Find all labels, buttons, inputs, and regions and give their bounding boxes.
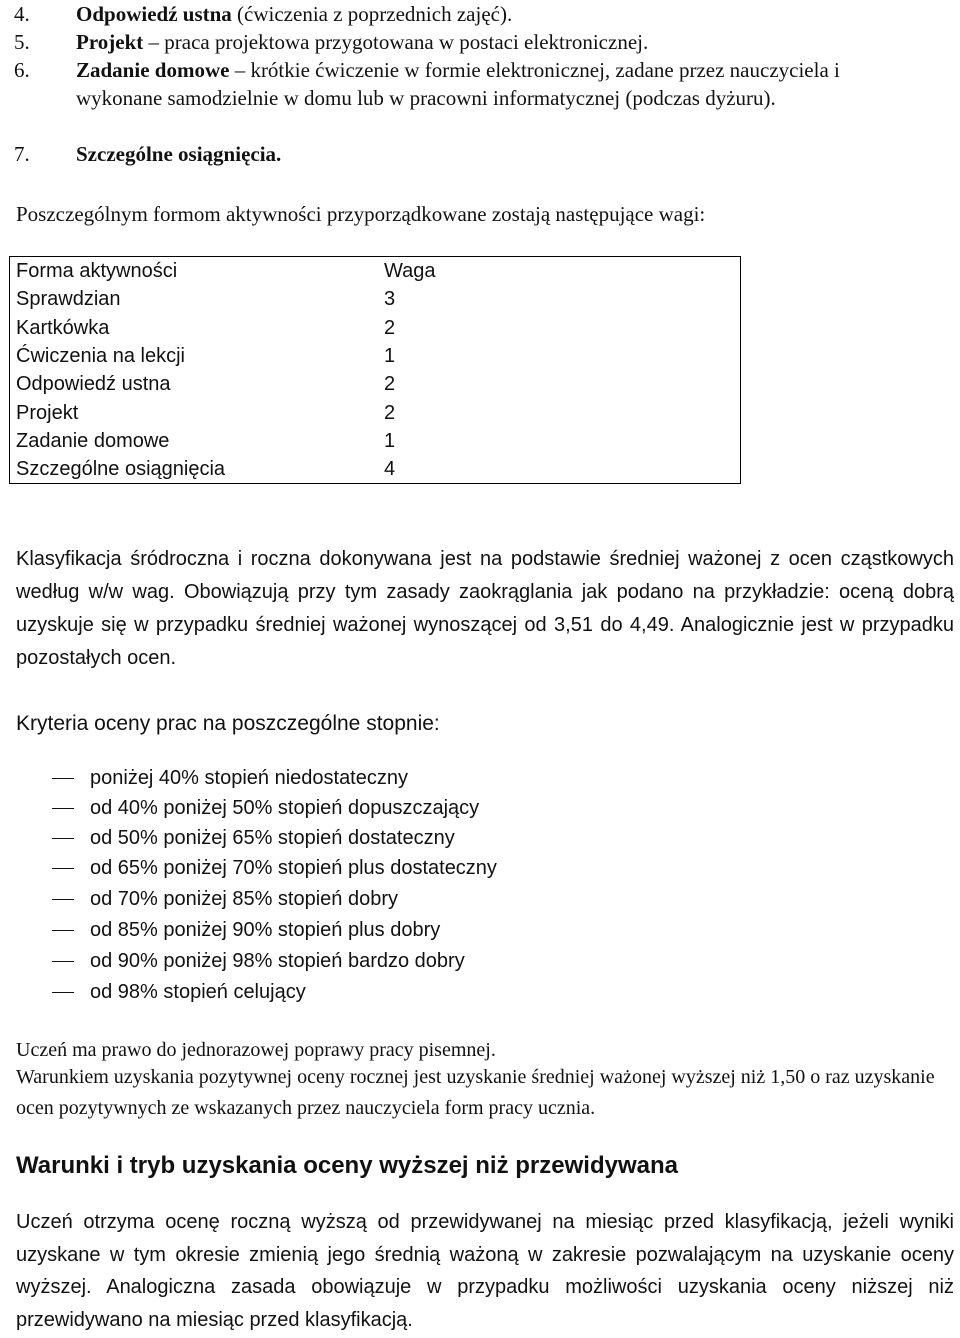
table-cell: Projekt (16, 401, 79, 424)
list-item-title: Projekt (76, 30, 144, 54)
table-cell: 1 (384, 345, 396, 368)
section-paragraph: Uczeń otrzyma ocenę roczną wyższą od przewidywanej na miesiąc przed klasyfikacją, jeżeli wyniki uzyskane w tym okresie zmienią jego średnią ważoną w zakresie pozwalającym na uzyskanie oceny wyższej. Analogiczna zasada obowiązuje w przypadku możliwości uzyskania oceny niższej niż przewidywano na miesiąc przed klasyfikacją. (16, 1211, 954, 1331)
list-item-title: Szczególne osiągnięcia. (76, 142, 282, 166)
table-row (10, 370, 741, 398)
table-cell: 2 (384, 373, 396, 396)
table-cell: Zadanie domowe (16, 429, 170, 452)
dash-bullet-icon (52, 899, 74, 900)
table-row (10, 314, 741, 342)
list-number: 6. (14, 58, 30, 82)
list-item-title: Odpowiedź ustna (76, 2, 232, 26)
dash-bullet-icon (52, 961, 74, 962)
dash-bullet-icon (52, 930, 74, 931)
table-row (10, 455, 741, 484)
table-cell: Sprawdzian (16, 288, 121, 311)
table-cell: 2 (384, 401, 396, 424)
table-cell: 1 (384, 429, 396, 452)
retake-paragraph: Uczeń ma prawo do jednorazowej poprawy pracy pisemnej. (16, 1039, 496, 1061)
table-cell: 2 (384, 316, 396, 339)
table-cell: Ćwiczenia na lekcji (16, 345, 185, 368)
condition-paragraph: Warunkiem uzyskania pozytywnej oceny rocznej jest uzyskanie średniej ważonej wyższej niż 1,50 o raz uzyskanie ocen pozytywnych ze wskazanych przez nauczyciela form pracy ucznia. (16, 1066, 935, 1119)
criteria-title: Kryteria oceny prac na poszczególne stopnie: (16, 712, 440, 735)
list-item-text: – praca projektowa przygotowana w postaci elektronicznej. (143, 30, 649, 54)
weights-table (9, 256, 741, 484)
section-heading: Warunki i tryb uzyskania oceny wyższej niż przewidywana (16, 1152, 678, 1179)
list-item-text: (ćwiczenia z poprzednich zajęć). (231, 2, 513, 26)
dash-bullet-icon (52, 868, 74, 869)
table-cell: Kartkówka (16, 316, 110, 339)
table-header-cell: Forma aktywności (16, 260, 178, 283)
table-cell: 4 (384, 458, 396, 481)
table-cell: Odpowiedź ustna (16, 373, 171, 396)
list-number: 7. (14, 142, 30, 166)
table-row (10, 427, 741, 455)
weights-intro: Poszczególnym formom aktywności przyporządkowane zostają następujące wagi: (16, 202, 706, 226)
table-row (10, 398, 741, 426)
dash-bullet-icon (52, 808, 74, 809)
dash-bullet-icon (52, 992, 74, 993)
table-cell: 3 (384, 288, 396, 311)
table-header-row (10, 257, 741, 286)
table-cell: Szczególne osiągnięcia (16, 458, 226, 481)
table-row (10, 285, 741, 313)
dash-bullet-icon (52, 778, 74, 779)
table-row (10, 342, 741, 370)
list-item-title: Zadanie domowe (76, 58, 230, 82)
list-number: 4. (14, 2, 30, 26)
classification-paragraph: Klasyfikacja śródroczna i roczna dokonywana jest na podstawie średniej ważonej z ocen cząstkowych według w/w wag. Obowiązują przy tym zasady zaokrąglania jak podano na przykładzie: oceną dobrą uzyskuje się w przypadku średniej ważonej wynoszącej od 3,51 do 4,49. Analogicznie jest w przypadku pozostałych ocen. (16, 548, 954, 669)
dash-bullet-icon (52, 838, 74, 839)
table-header-cell: Waga (384, 260, 436, 283)
list-number: 5. (14, 30, 30, 54)
list-item-text: – krótkie ćwiczenie w formie elektronicznej, zadane przez nauczyciela i wykonane samodzielnie w domu lub w pracowni informatycznej (podczas dyżuru). (76, 58, 840, 110)
